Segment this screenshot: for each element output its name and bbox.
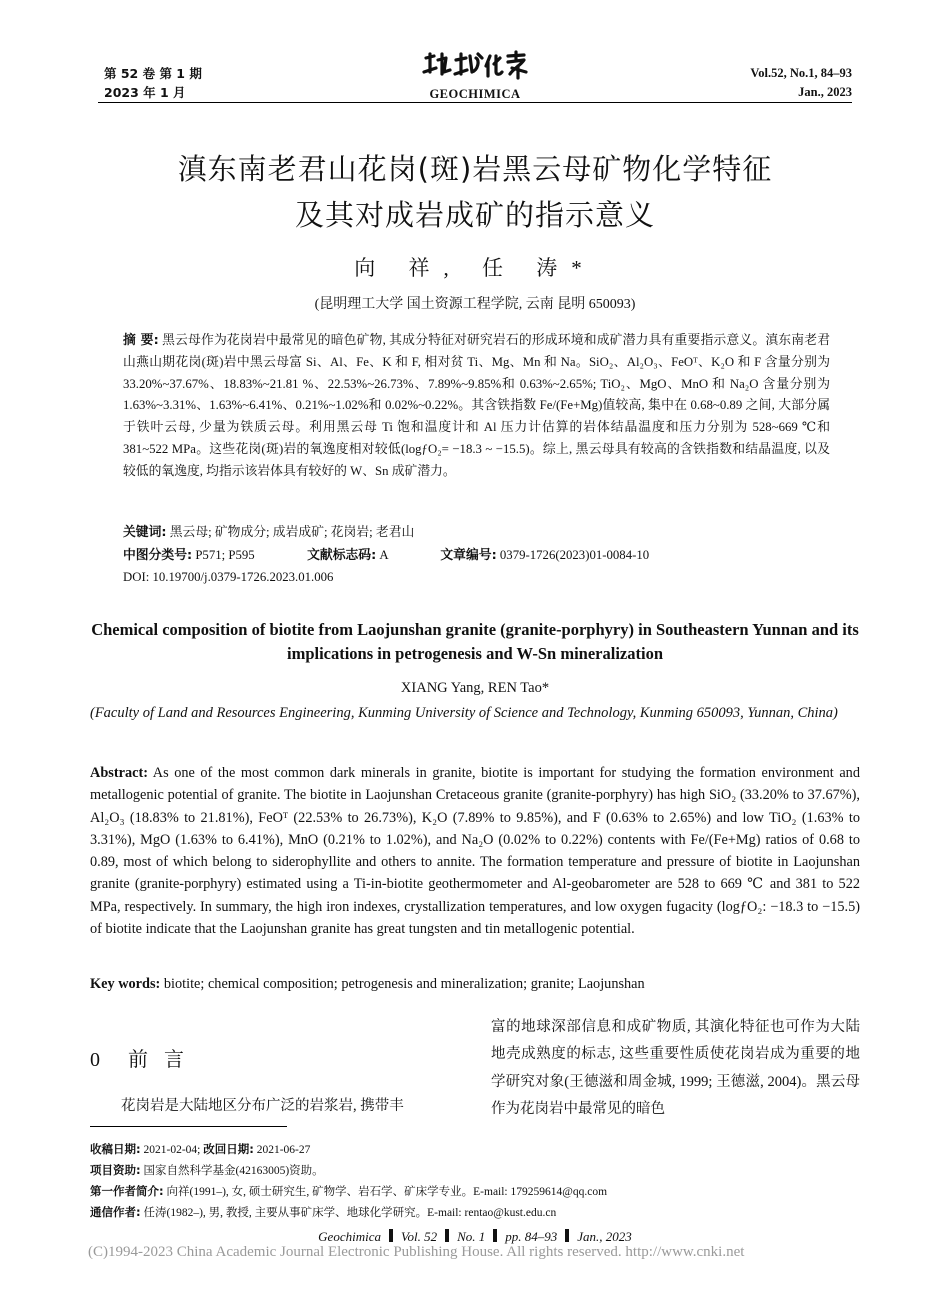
doi: DOI: 10.19700/j.0379-1726.2023.01.006 — [123, 570, 334, 584]
footer-pages: pp. 84–93 — [505, 1229, 558, 1244]
date-zh: 2023 年 1 月 — [104, 85, 186, 100]
journal-logo — [420, 50, 530, 85]
volume-en: Vol.52, No.1, 84–93 — [750, 66, 852, 80]
issue-info-en — [750, 64, 852, 102]
title-zh-line2: 及其对成岩成矿的指示意义 — [294, 198, 655, 232]
abstract-en-label: Abstract: — [90, 765, 148, 781]
footer-number: No. 1 — [457, 1229, 486, 1244]
footnotes — [90, 1139, 870, 1223]
date-en: Jan., 2023 — [798, 85, 852, 99]
authors-en: XIANG Yang, REN Tao* — [400, 680, 550, 696]
clc-label: 中图分类号: — [123, 548, 193, 563]
header-rule — [98, 102, 852, 103]
copyright-watermark: (C)1994-2023 China Academic Journal Electronic Publishing House. All rights reserved. http://www.cnki.net — [88, 1244, 745, 1260]
journal-calligraphy-logo — [420, 50, 530, 80]
footer-separator — [445, 1229, 449, 1242]
footnote-first-author — [90, 1181, 870, 1202]
affiliation-en: (Faculty of Land and Resources Engineering, Kunming University of Science and Technology, Kunming 650093, Yunnan, China) — [90, 705, 838, 721]
authors-zh: 向 祥, 任 涛* — [354, 256, 596, 280]
article-number-value: 0379-1726(2023)01-0084-10 — [499, 548, 650, 562]
keywords-en-label: Key words: — [90, 976, 161, 992]
footnote-first-author-text: 向祥(1991–), 女, 硕士研究生, 矿物学、岩石学、矿床学专业。E-mail: 179259614@qq.com — [163, 1186, 608, 1198]
section-number: 0 — [90, 1049, 100, 1071]
footer-volume: Vol. 52 — [400, 1229, 438, 1244]
footnote-funding-text: 国家自然科学基金(42163005)资助。 — [140, 1165, 324, 1177]
title-zh-line1: 滇东南老君山花岗(斑)岩黑云母矿物化学特征 — [177, 152, 773, 186]
footer-separator — [565, 1229, 569, 1242]
doccode-label: 文献标志码: — [307, 548, 377, 563]
footnote-revised-date: 2021-06-27 — [253, 1144, 311, 1156]
section-title: 前言 — [128, 1047, 200, 1071]
abstract-en — [90, 762, 860, 940]
abstract-zh-label: 摘 要: — [123, 333, 159, 348]
title-en: Chemical composition of biotite from Laojunshan granite (granite-porphyry) in Southeastern Yunnan and its implications in petrogenesis and W-Sn mineralization — [91, 620, 859, 663]
footnote-corresponding-label: 通信作者: — [90, 1205, 141, 1219]
clc-value: P571; P595 — [195, 548, 255, 562]
doccode-value: A — [379, 548, 388, 562]
section-heading — [90, 1043, 200, 1072]
page-footer — [0, 1229, 950, 1245]
footnote-received — [90, 1139, 870, 1160]
footer-separator — [493, 1229, 497, 1242]
footer-journal: Geochimica — [318, 1229, 381, 1244]
footer-separator — [389, 1229, 393, 1242]
keywords-en-text: biotite; chemical composition; petrogenesis and mineralization; granite; Laojunshan — [163, 976, 645, 992]
classification-line — [123, 545, 830, 566]
footnote-first-author-label: 第一作者简介: — [90, 1184, 164, 1198]
footnote-corresponding-text: 任涛(1982–), 男, 教授, 主要从事矿床学、地球化学研究。E-mail: rentao@kust.edu.cn — [140, 1207, 557, 1219]
issue-zh: 第 52 卷 第 1 期 — [104, 66, 202, 81]
keywords-zh-label: 关键词: — [123, 525, 167, 540]
footnote-funding-label: 项目资助: — [90, 1163, 141, 1177]
footnote-received-label: 收稿日期: — [90, 1142, 141, 1156]
footnote-received-date: 2021-02-04; — [140, 1144, 204, 1156]
body-text-right: 富的地球深部信息和成矿物质, 其演化特征也可作为大陆地壳成熟度的标志, 这些重要性质使花岗岩成为重要的地学研究对象(王德滋和周金城, 1999; 王德滋, 2004)。黑云母作为花岗岩中最常见的暗色 — [491, 1019, 860, 1117]
keywords-zh-text: 黑云母; 矿物成分; 成岩成矿; 花岗岩; 老君山 — [169, 525, 415, 539]
journal-name-en: GEOCHIMICA — [429, 87, 521, 101]
keywords-zh — [123, 522, 830, 543]
footnote-rule — [90, 1126, 287, 1127]
abstract-en-text: As one of the most common dark minerals in granite, biotite is important for studying the formation environment and metallogenic potential of granite. The biotite in Laojunshan Cretaceous granite (granite-porphyry) has high SiO₂ (33.20% to 37.67%), Al₂O₃ (18.83% to 21.81%), FeOᵀ (22.53% to 26.73%), K₂O (7.89% to 9.85%), and F (0.63% to 2.65%) and low TiO₂ (1.63% to 3.31%), MgO (1.63% to 6.41%), MnO (0.21% to 1.02%), and Na₂O (0.02% to 0.22%) contents with Fe/(Fe+Mg) ratios of 0.68 to 0.89, most of which belong to siderophyllite and others to annite. The formation temperature and pressure of biotite in Laojunshan granite (granite-porphyry) estimated using a Ti-in-biotite geothermometer and Al-geobarometer are 528 to 669 ℃ and 381 to 522 MPa, respectively. In summary, the high iron indexes, crystallization temperatures, and low oxygen fugacity (logƒO₂: −18.3 to −15.5) of biotite indicate that the Laojunshan granite has great tungsten and tin metallogenic potential. — [90, 765, 860, 938]
footnote-corresponding — [90, 1202, 870, 1223]
abstract-zh — [123, 330, 830, 483]
article-number-label: 文章编号: — [440, 548, 497, 563]
footnote-revised-label: 改回日期: — [203, 1142, 254, 1156]
footnote-funding — [90, 1160, 870, 1181]
keywords-en — [90, 976, 860, 993]
body-text-left: 花岗岩是大陆地区分布广泛的岩浆岩, 携带丰 — [121, 1098, 404, 1114]
title-zh — [60, 146, 890, 238]
affiliation-zh: (昆明理工大学 国土资源工程学院, 云南 昆明 650093) — [314, 297, 636, 312]
abstract-zh-text: 黑云母作为花岗岩中最常见的暗色矿物, 其成分特征对研究岩石的形成环境和成矿潜力具有重要指示意义。滇东南老君山燕山期花岗(斑)岩中黑云母富 Si、Al、Fe、K 和 F, 相对贫 Ti、Mg、Mn 和 Na。SiO₂、Al₂O₃、FeOᵀ、K₂O 和 F 含量分别为 33.20%~37.67%、18.83%~21.81 %、22.53%~26.73%、7.89%~9.85%和 0.63%~2.65%; TiO₂、MgO、MnO 和 Na₂O 含量分别为 1.63%~3.31%、1.63%~6.41%、0.21%~1.02%和 0.02%~0.22%。其含铁指数 Fe/(Fe+Mg)值较高, 集中在 0.68~0.89 之间, 大部分属于铁叶云母, 少量为铁质云母。利用黑云母 Ti 饱和温度计和 Al 压力计估算的岩体结晶温度和压力分别为 528~669 ℃和 381~522 MPa。这些花岗(斑)岩的氧逸度相对较低(logƒO₂= −18.3 ~ −15.5)。综上, 黑云母具有较高的含铁指数和结晶温度, 以及较低的氧逸度, 均指示该岩体具有较好的 W、Sn 成矿潜力。 — [123, 333, 830, 478]
footer-date: Jan., 2023 — [577, 1229, 632, 1244]
